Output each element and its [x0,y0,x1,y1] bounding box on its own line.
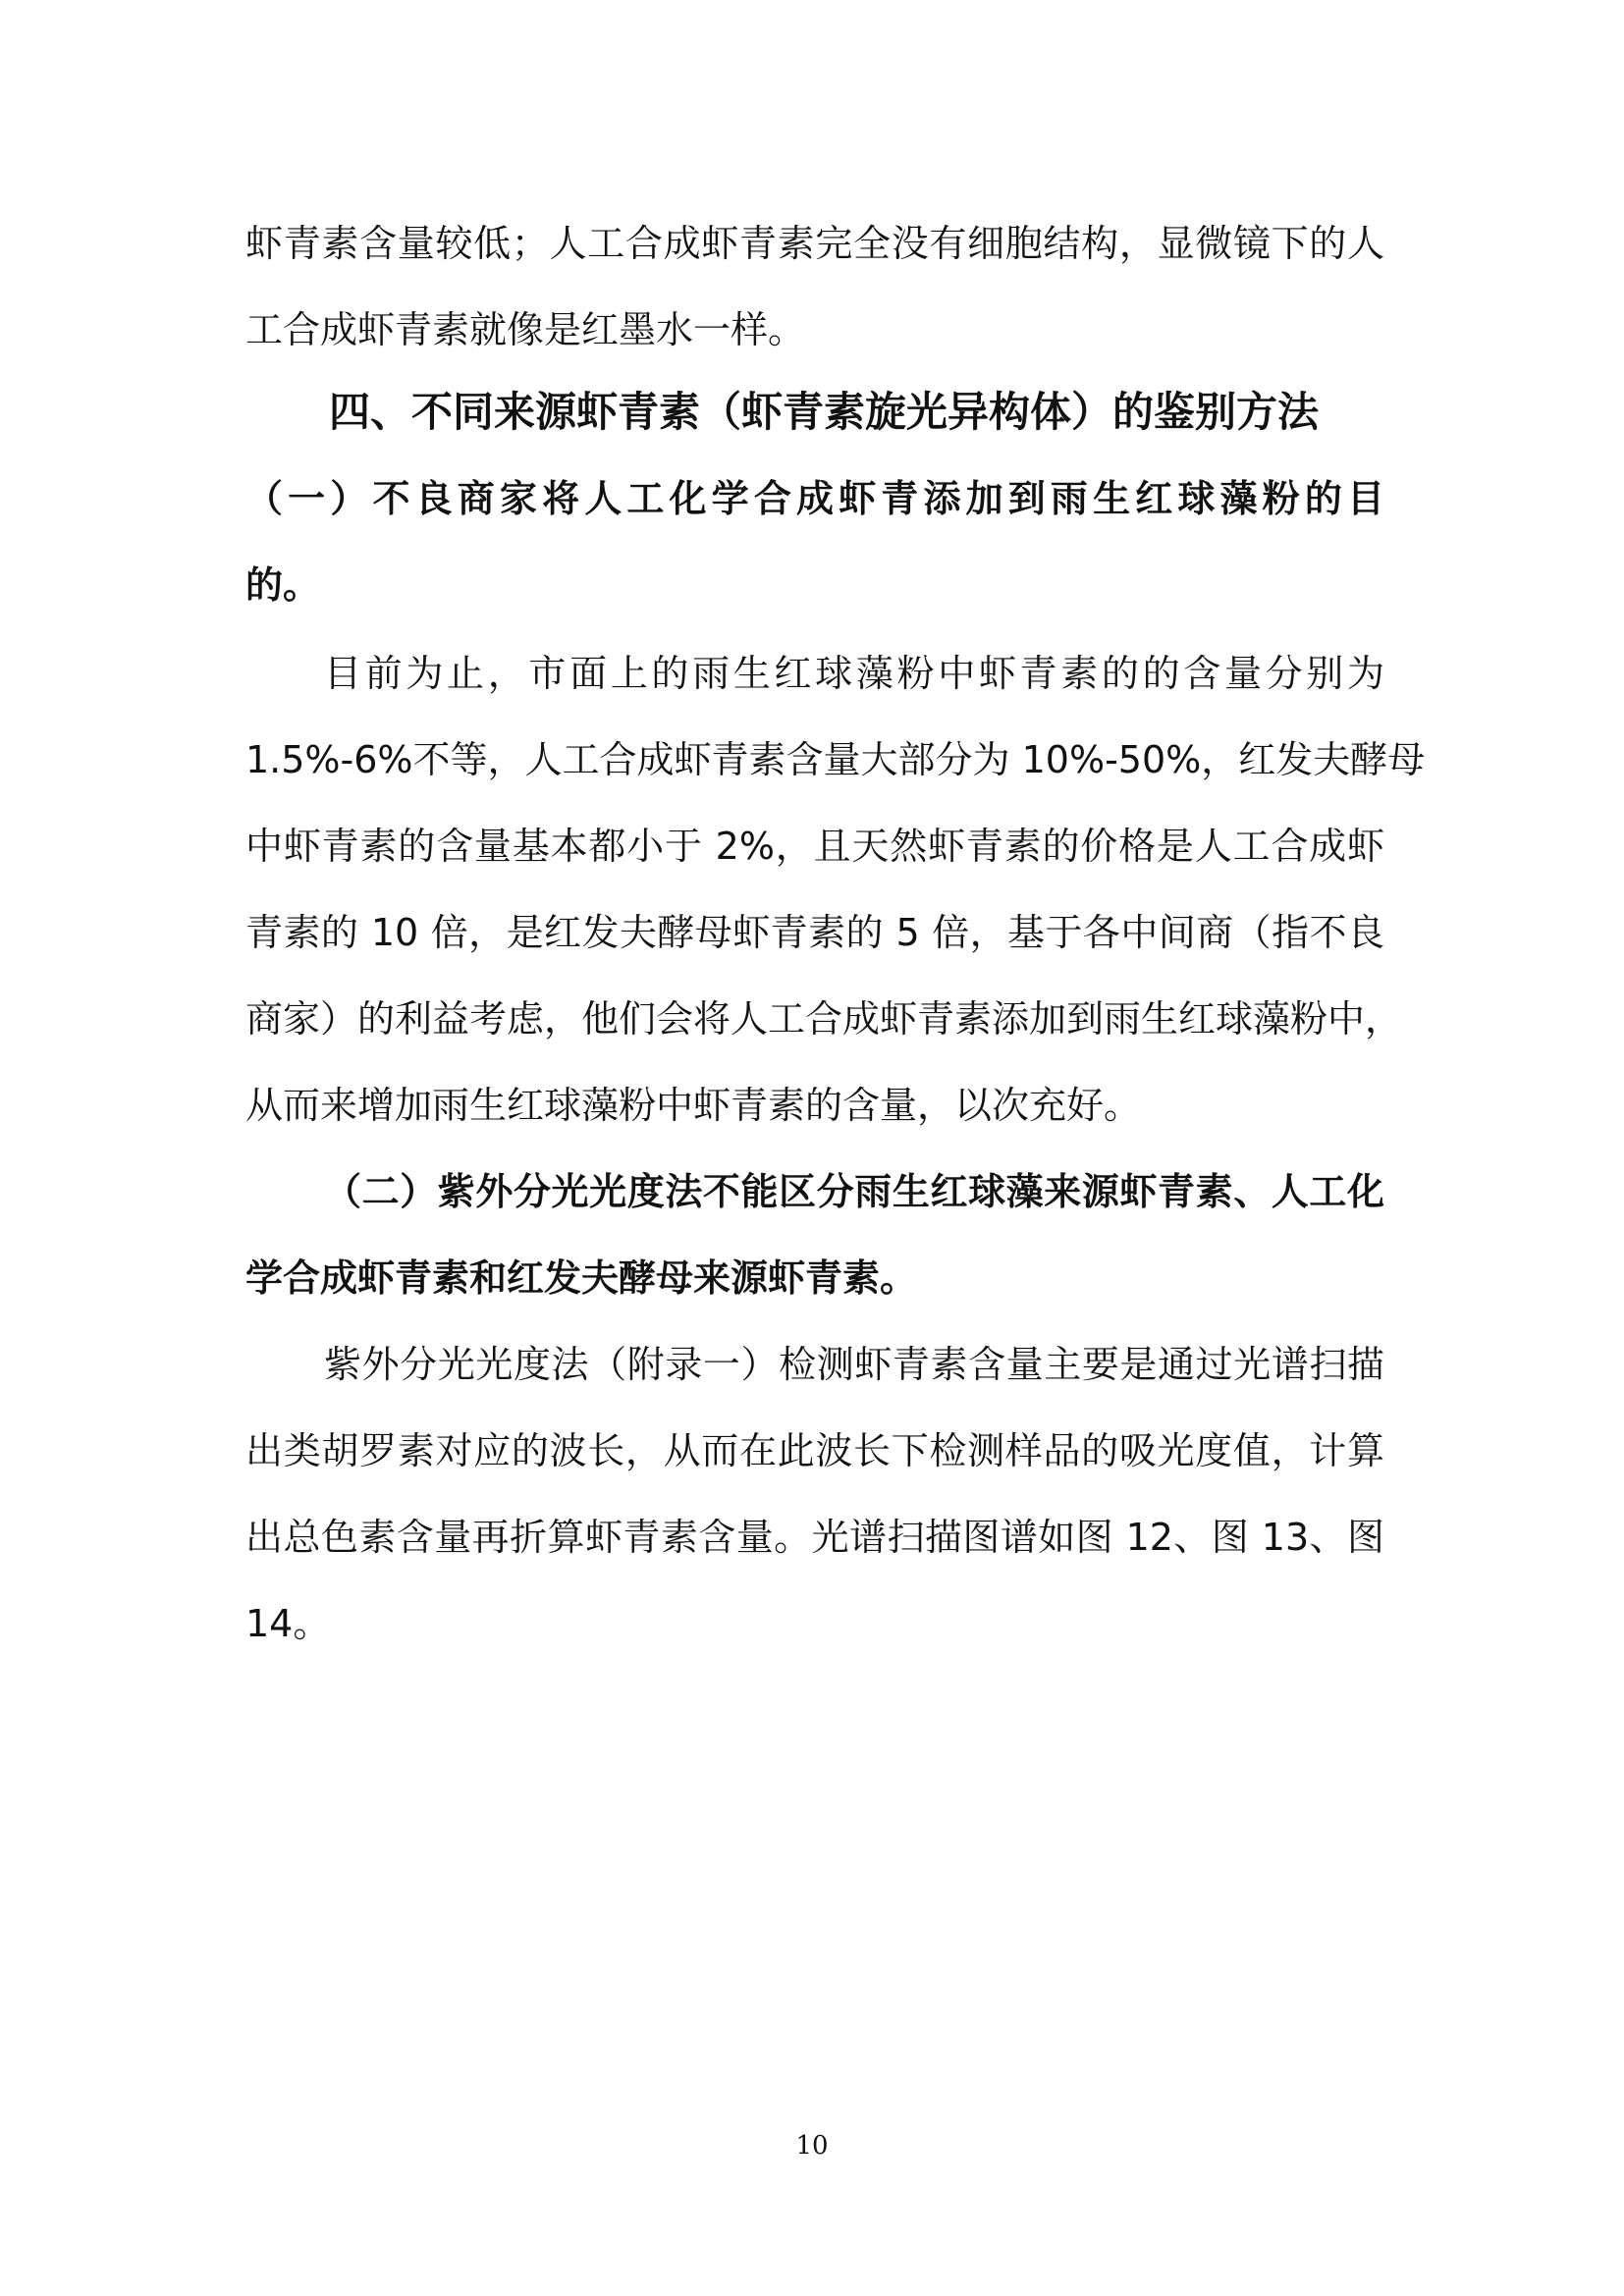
paragraph-line: 紫外分光光度法（附录一）检测虾青素含量主要是通过光谱扫描 [324,1343,1384,1386]
paragraph-line: 出总色素含量再折算虾青素含量。光谱扫描图谱如图 12、图 13、图 [245,1516,1384,1559]
paragraph-line: 14。 [245,1602,331,1645]
subsection-heading-line: 的。 [245,563,321,607]
subsection-heading-line: （二）紫外分光光度法不能区分雨生红球藻来源虾青素、人工化 [324,1170,1384,1213]
paragraph-line: 1.5%-6%不等，人工合成虾青素含量大部分为 10%-50%，红发夫酵母 [245,738,1426,781]
paragraph-line: 虾青素含量较低；人工合成虾青素完全没有细胞结构，显微镜下的人 [245,222,1384,265]
section-heading: 四、不同来源虾青素（虾青素旋光异构体）的鉴别方法 [329,388,1320,436]
paragraph-line: 从而来增加雨生红球藻粉中虾青素的含量，以次充好。 [245,1084,1142,1127]
paragraph-line: 商家）的利益考虑，他们会将人工合成虾青素添加到雨生红球藻粉中， [245,997,1403,1041]
paragraph-line: 中虾青素的含量基本都小于 2%，且天然虾青素的价格是人工合成虾 [245,825,1384,868]
paragraph-line: 青素的 10 倍，是红发夫酵母虾青素的 5 倍，基于各中间商（指不良 [245,911,1384,954]
page-number: 10 [795,2131,829,2161]
paragraph-line: 工合成虾青素就像是红墨水一样。 [245,308,806,351]
paragraph-line: 出类胡罗素对应的波长，从而在此波长下检测样品的吸光度值，计算 [245,1429,1384,1472]
subsection-heading-line: （一）不良商家将人工化学合成虾青添加到雨生红球藻粉的目 [245,477,1384,520]
paragraph-line: 目前为止，市面上的雨生红球藻粉中虾青素的的含量分别为 [324,652,1384,695]
subsection-heading-line: 学合成虾青素和红发夫酵母来源虾青素。 [245,1256,918,1300]
